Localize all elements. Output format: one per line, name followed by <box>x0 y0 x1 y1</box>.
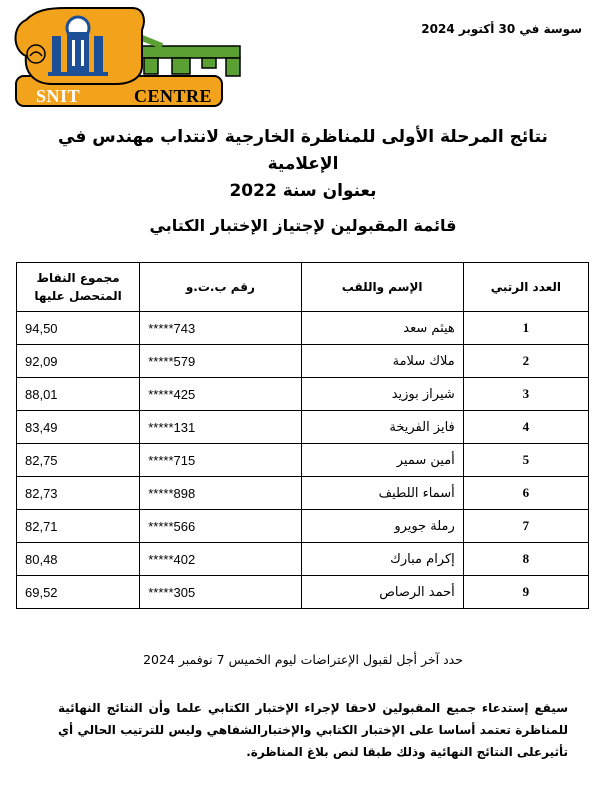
row-points: 88,01 <box>17 378 140 411</box>
row-cin: *****305 <box>140 576 301 609</box>
row-rank: 9 <box>463 576 588 609</box>
header-cin: رقم ب.ت.و <box>140 263 301 312</box>
row-rank: 6 <box>463 477 588 510</box>
row-cin: *****402 <box>140 543 301 576</box>
row-rank: 4 <box>463 411 588 444</box>
document-date: سوسة في 30 أكتوبر 2024 <box>421 22 582 36</box>
row-points: 80,48 <box>17 543 140 576</box>
table-row <box>17 477 589 510</box>
header-points-line-1: مجموع النقاط <box>36 271 120 285</box>
row-points: 82,75 <box>17 444 140 477</box>
row-cin: *****715 <box>140 444 301 477</box>
row-rank: 5 <box>463 444 588 477</box>
row-rank: 1 <box>463 312 588 345</box>
convocation-notice: سيقع إستدعاء جميع المقبولين لاحقا لإجراء الإختبار الكتابي علما وأن النتائج النهائية للمناظرة تعتمد أساسا على الإختبار الكتابي والإختبارالشفاهي وليس للترتيب الحالي أي تأثيرعلى النتائج النهائية وذلك طبقا لنص بلاغ المناظرة. <box>58 701 568 759</box>
row-cin: *****898 <box>140 477 301 510</box>
row-name: هيثم سعد <box>301 312 463 345</box>
table-row <box>17 345 589 378</box>
row-rank: 2 <box>463 345 588 378</box>
table-header-row <box>17 263 589 312</box>
row-cin: *****566 <box>140 510 301 543</box>
row-cin: *****425 <box>140 378 301 411</box>
row-name: رملة جويرو <box>301 510 463 543</box>
title-line-1: نتائج المرحلة الأولى للمناظرة الخارجية لانتداب مهندس في الإعلامية <box>58 127 548 174</box>
row-name: أمين سمير <box>301 444 463 477</box>
row-rank: 3 <box>463 378 588 411</box>
title-line-2: بعنوان سنة 2022 <box>229 181 377 201</box>
row-name: أحمد الرصاص <box>301 576 463 609</box>
objection-deadline: حدد آخر أجل لقبول الإعتراضات ليوم الخميس 7 نوفمبر 2024 <box>143 652 463 667</box>
table-row <box>17 312 589 345</box>
row-name: فايز الفريخة <box>301 411 463 444</box>
row-name: إكرام مبارك <box>301 543 463 576</box>
row-points: 82,71 <box>17 510 140 543</box>
row-cin: *****131 <box>140 411 301 444</box>
logo-text-centre: CENTRE <box>134 86 213 106</box>
row-cin: *****579 <box>140 345 301 378</box>
header-name: الإسم واللقب <box>301 263 463 312</box>
row-points: 82,73 <box>17 477 140 510</box>
header-points <box>17 263 140 312</box>
header-rank: العدد الرتبي <box>463 263 588 312</box>
table-row <box>17 543 589 576</box>
row-name: أسماء اللطيف <box>301 477 463 510</box>
row-points: 83,49 <box>17 411 140 444</box>
table-row <box>17 444 589 477</box>
table-row <box>17 510 589 543</box>
row-name: شيراز بوزيد <box>301 378 463 411</box>
row-rank: 7 <box>463 510 588 543</box>
logo-text-snit: SNIT <box>36 86 81 106</box>
row-points: 92,09 <box>17 345 140 378</box>
row-name: ملاك سلامة <box>301 345 463 378</box>
document-title <box>20 124 586 205</box>
row-points: 69,52 <box>17 576 140 609</box>
table-row <box>17 378 589 411</box>
row-points: 94,50 <box>17 312 140 345</box>
snit-centre-logo <box>12 6 242 110</box>
list-subtitle: قائمة المقبولين لإجتياز الإختبار الكتابي <box>149 216 457 235</box>
header-points-line-2: المتحصل عليها <box>34 289 122 303</box>
row-cin: *****743 <box>140 312 301 345</box>
key-blade <box>130 34 240 76</box>
row-rank: 8 <box>463 543 588 576</box>
table-row <box>17 411 589 444</box>
results-table <box>16 262 589 609</box>
table-row <box>17 576 589 609</box>
